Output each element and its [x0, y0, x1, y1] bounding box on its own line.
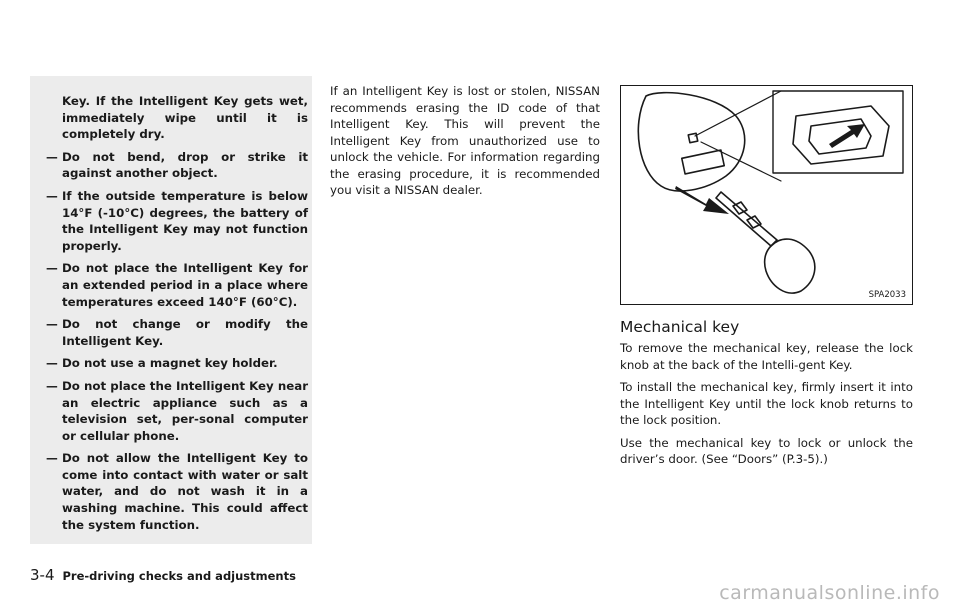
warning-list	[46, 93, 308, 539]
dash-bullet: —	[46, 378, 58, 393]
dash-bullet: —	[46, 149, 58, 164]
page-number: 3-4	[30, 566, 55, 584]
section-heading: Mechanical key	[620, 318, 740, 336]
lost-key-paragraph: If an Intelligent Key is lost or stolen, NISSAN recommends erasing the ID code of that Intelligent Key. This will prevent the Intelligent Key from unauthorized use to unlock the vehicle. For information regarding the erasing procedure, it is recommended you visit a NISSAN dealer.	[330, 84, 600, 197]
section-name: Pre-driving checks and adjustments	[62, 569, 296, 583]
mechanical-key-illustration	[620, 85, 913, 305]
paragraph: Use the mechanical key to lock or unlock the driver’s door. (See “Doors” (P.3-5).)	[620, 435, 913, 466]
dash-bullet: —	[46, 317, 58, 332]
dash-bullet: —	[46, 261, 58, 276]
figure-code: SPA2033	[868, 290, 906, 300]
key-head	[765, 239, 815, 293]
inset-knob	[809, 119, 871, 154]
warning-item: — Do not change or modify the Intelligent Key.	[46, 317, 308, 348]
inset-knob-housing	[793, 106, 889, 164]
key-blade	[716, 192, 777, 246]
warning-item: — Do not place the Intelligent Key for an extended period in a place where temperatures exceed 140°F (60°C).	[46, 261, 308, 309]
key-removal-diagram	[621, 86, 914, 306]
dash-bullet: —	[46, 188, 58, 203]
release-arrow-icon	[829, 124, 865, 148]
watermark: carmanualsonline.info	[719, 582, 940, 604]
callout-line-bottom	[701, 142, 781, 181]
warning-item: — Do not use a magnet key holder.	[46, 356, 278, 371]
warning-item: — If the outside temperature is below 14°F (-10°C) degrees, the battery of the Intelligent Key may not function properly.	[46, 188, 308, 253]
page-footer	[30, 566, 296, 584]
warning-continuation: Key. If the Intelligent Key gets wet, immediately wipe until it is completely dry.	[62, 94, 308, 142]
warning-box	[30, 76, 312, 544]
paragraph: To remove the mechanical key, release the lock knob at the back of the Intelli-gent Key.	[620, 341, 913, 372]
paragraph: To install the mechanical key, firmly insert it into the Intelligent Key until the lock knob returns to the lock position.	[620, 380, 913, 427]
warning-item: — Do not bend, drop or strike it against another object.	[46, 149, 308, 181]
mechanical-key-text	[620, 340, 913, 474]
warning-item: — Do not place the Intelligent Key near an electric appliance such as a television set, per-sonal computer or cellular phone.	[46, 378, 309, 443]
dash-bullet: —	[46, 451, 58, 466]
callout-line-top	[695, 91, 781, 136]
fob-key-slot	[682, 150, 724, 174]
warning-item: — Do not allow the Intelligent Key to come into contact with water or salt water, and do not wash it in a washing machine. This could affect the system function.	[46, 451, 308, 532]
dash-bullet: —	[46, 356, 58, 371]
